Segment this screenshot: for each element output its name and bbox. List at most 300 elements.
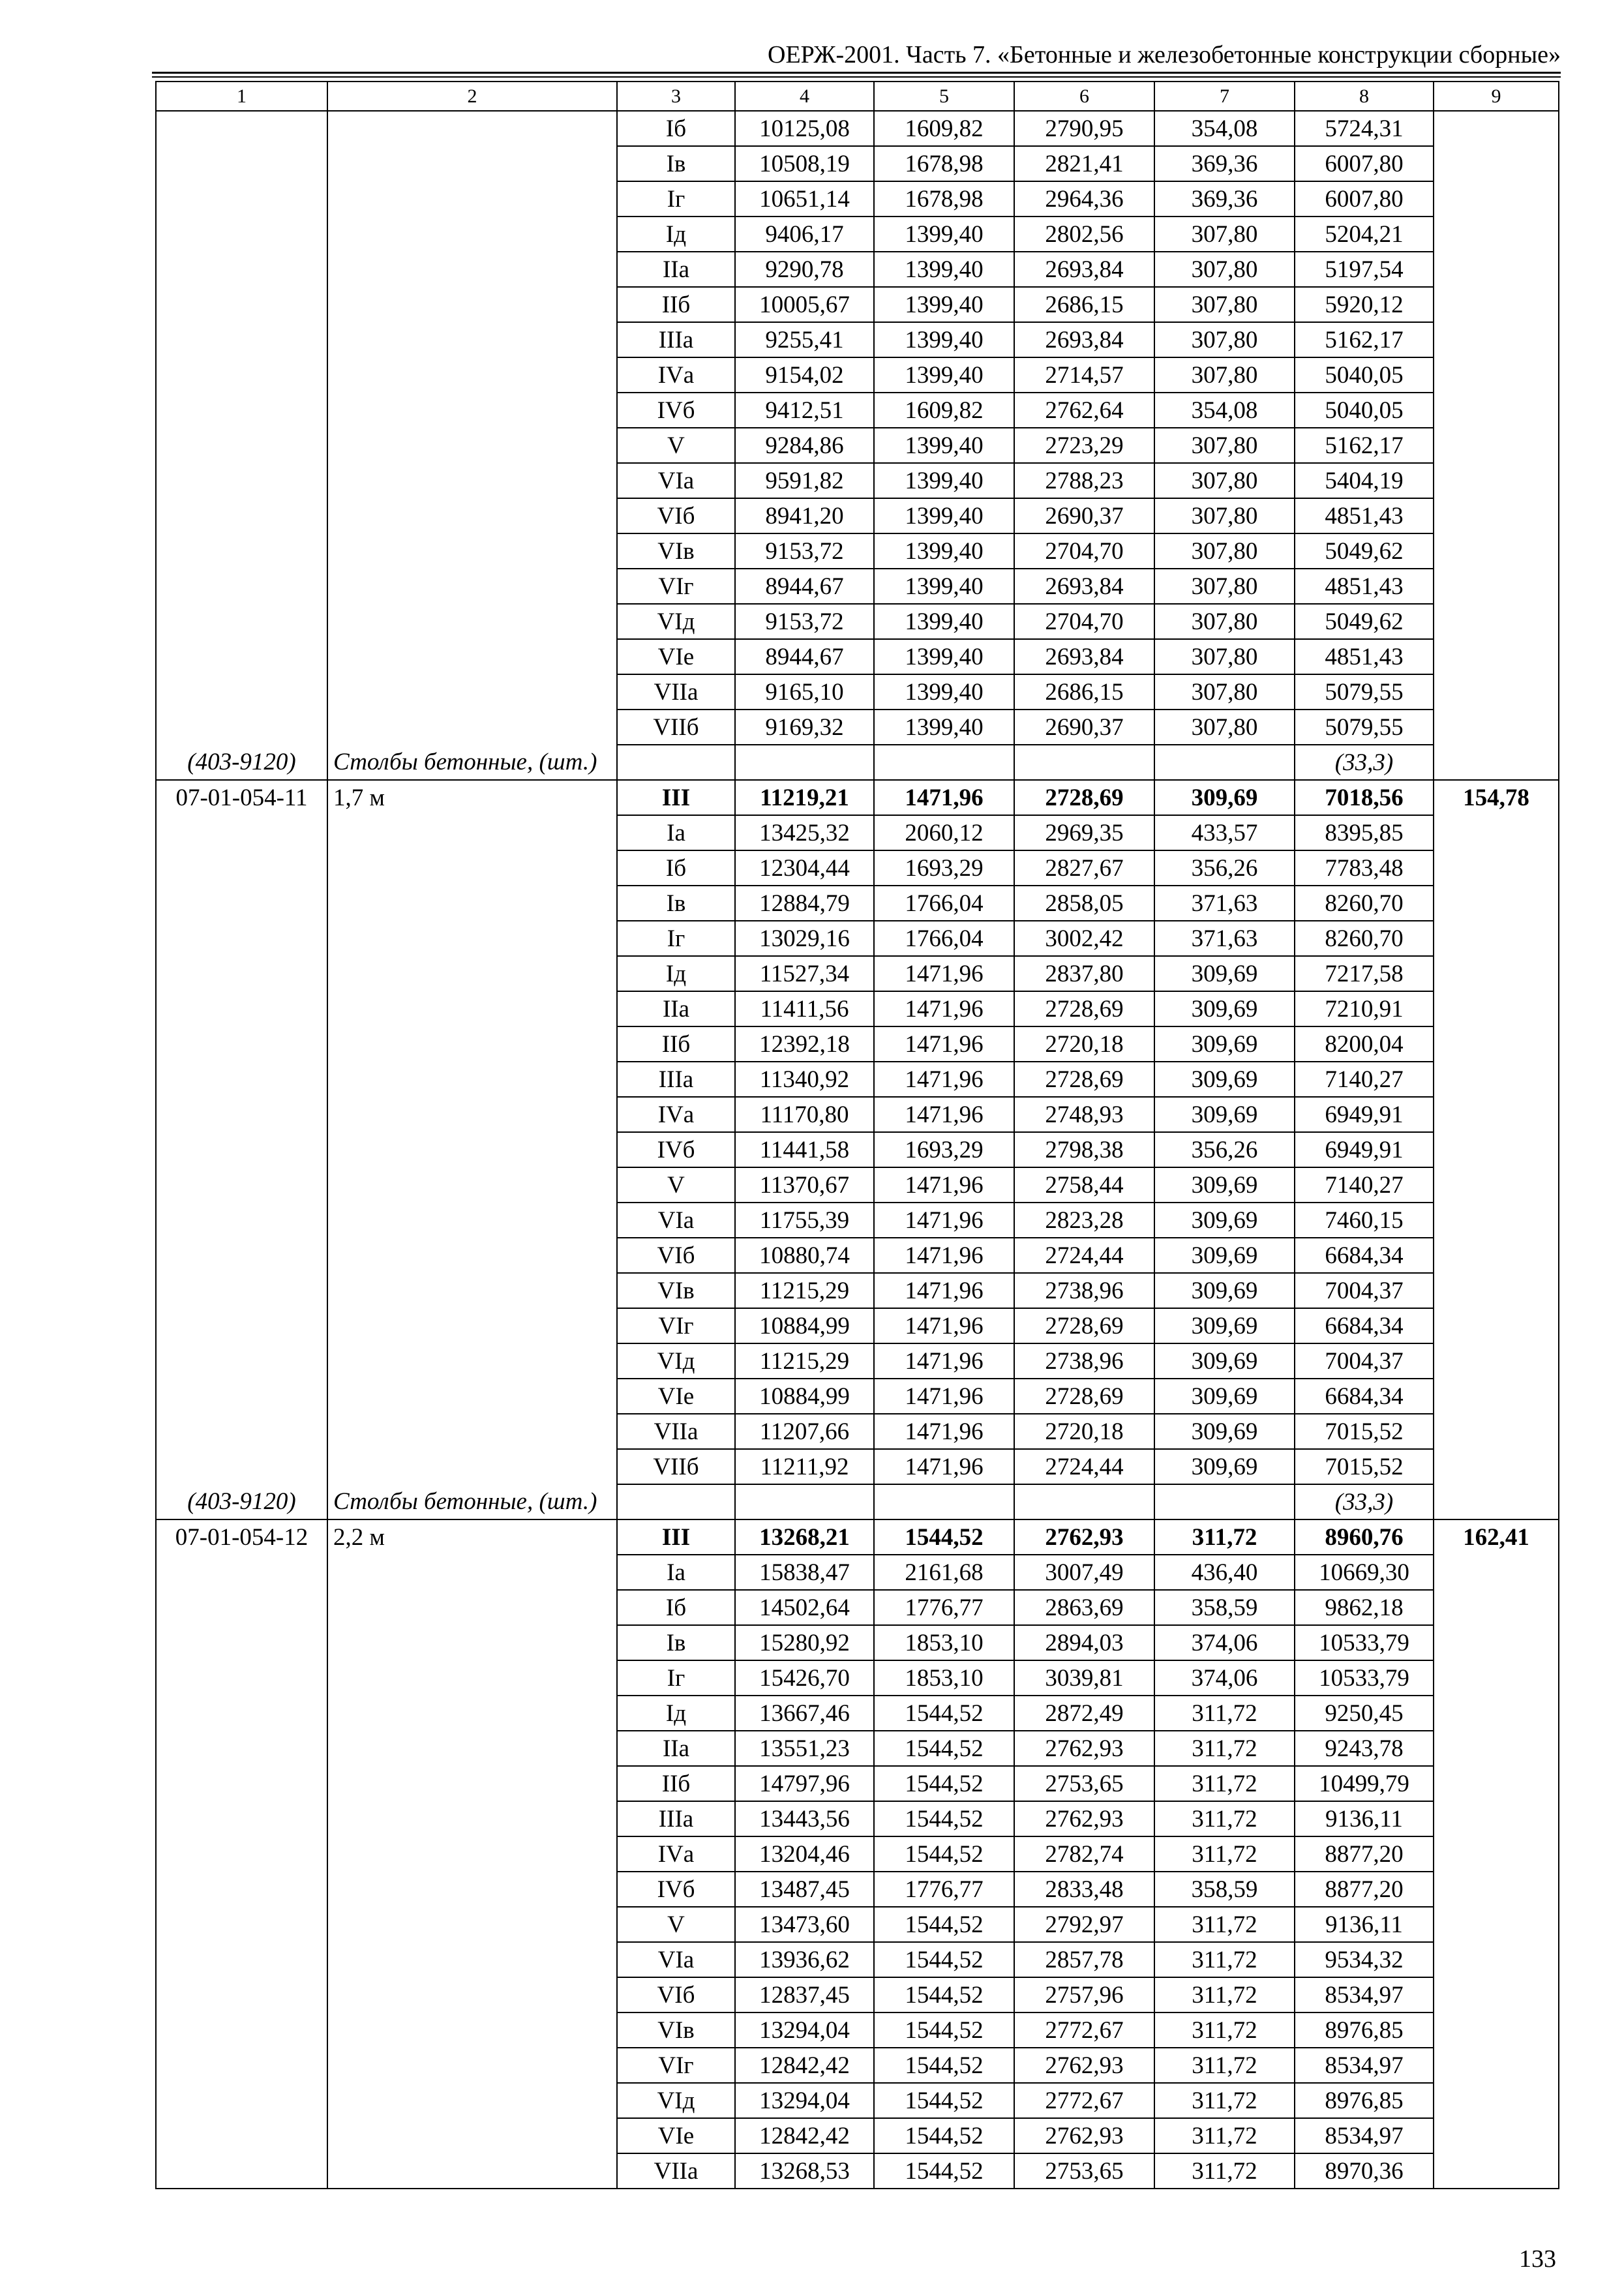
value-cell: 2762,93 [1014,1801,1154,1836]
table-row [156,2048,1559,2083]
value-cell: 6684,34 [1295,1308,1434,1343]
col9-cell [1434,639,1559,674]
value-cell: 309,69 [1154,1097,1295,1132]
code-cell [156,1836,327,1872]
empty-cell [874,1484,1014,1519]
value-cell: 307,80 [1154,217,1295,252]
name-cell [327,2048,617,2083]
value-cell: 2858,05 [1014,886,1154,921]
code-cell [156,1062,327,1097]
value-cell: 7015,52 [1295,1449,1434,1484]
column-header: 2 [327,82,617,111]
value-cell: 374,06 [1154,1625,1295,1660]
zone-cell: IIа [617,991,735,1026]
code-cell [156,498,327,533]
code-cell [156,1379,327,1414]
value-cell: 2060,12 [874,815,1014,850]
zone-cell: VIIа [617,674,735,710]
value-cell: 2728,69 [1014,1308,1154,1343]
value-cell: 2720,18 [1014,1414,1154,1449]
value-cell: 371,63 [1154,921,1295,956]
value-cell: 2690,37 [1014,710,1154,745]
column-header: 3 [617,82,735,111]
table-row [156,1062,1559,1097]
value-cell: 2758,44 [1014,1167,1154,1203]
value-cell: 2728,69 [1014,1379,1154,1414]
value-cell: 1471,96 [874,1308,1014,1343]
value-cell: 1544,52 [874,1766,1014,1801]
value-cell: 2753,65 [1014,1766,1154,1801]
zone-cell: IIIа [617,322,735,357]
value-cell: 12392,18 [735,1026,874,1062]
value-cell: 2720,18 [1014,1026,1154,1062]
col9-cell [1434,111,1559,146]
table-row [156,604,1559,639]
value-cell: 309,69 [1154,1308,1295,1343]
value-cell: 1678,98 [874,146,1014,181]
value-cell: 1399,40 [874,604,1014,639]
value-cell: 309,69 [1154,1379,1295,1414]
code-cell [156,1555,327,1590]
note-value-cell: (33,3) [1295,1484,1434,1519]
value-cell: 12842,42 [735,2118,874,2153]
table-row [156,1449,1559,1484]
zone-cell: VIг [617,569,735,604]
value-cell: 10651,14 [735,181,874,217]
table-row [156,2153,1559,2189]
zone-cell: VIIб [617,1449,735,1484]
name-cell [327,2118,617,2153]
value-cell: 1544,52 [874,2083,1014,2118]
name-cell [327,1801,617,1836]
col9-cell [1434,1660,1559,1696]
note-name-cell: Столбы бетонные, (шт.) [327,1484,617,1519]
value-cell: 1399,40 [874,428,1014,463]
value-cell: 356,26 [1154,850,1295,886]
col9-cell [1434,2083,1559,2118]
code-cell [156,2118,327,2153]
value-cell: 2693,84 [1014,252,1154,287]
value-cell: 309,69 [1154,1414,1295,1449]
zone-cell: IIб [617,1766,735,1801]
zone-cell: VIд [617,604,735,639]
note-name-cell: Столбы бетонные, (шт.) [327,745,617,780]
name-cell [327,1731,617,1766]
name-cell [327,1414,617,1449]
value-cell: 311,72 [1154,2012,1295,2048]
code-cell [156,921,327,956]
value-cell: 11207,66 [735,1414,874,1449]
table-row [156,111,1559,146]
value-cell: 354,08 [1154,393,1295,428]
value-cell: 433,57 [1154,815,1295,850]
column-header: 4 [735,82,874,111]
value-cell: 7004,37 [1295,1343,1434,1379]
name-cell [327,111,617,146]
col9-cell [1434,1555,1559,1590]
name-cell [327,674,617,710]
value-cell: 9534,32 [1295,1942,1434,1977]
value-cell: 2748,93 [1014,1097,1154,1132]
value-cell: 307,80 [1154,533,1295,569]
value-cell: 1399,40 [874,710,1014,745]
name-cell [327,604,617,639]
code-cell [156,1977,327,2012]
value-cell: 311,72 [1154,1696,1295,1731]
name-cell [327,1273,617,1308]
value-cell: 13473,60 [735,1907,874,1942]
value-cell: 7004,37 [1295,1273,1434,1308]
name-cell [327,1696,617,1731]
name-cell [327,287,617,322]
value-cell: 309,69 [1154,780,1295,815]
value-cell: 2863,69 [1014,1590,1154,1625]
value-cell: 1471,96 [874,956,1014,991]
value-cell: 1544,52 [874,1696,1014,1731]
col9-cell [1434,428,1559,463]
zone-cell: Iв [617,1625,735,1660]
col9-cell [1434,1273,1559,1308]
col9-cell [1434,322,1559,357]
value-cell: 1544,52 [874,1977,1014,2012]
column-header: 6 [1014,82,1154,111]
note-code-cell: (403-9120) [156,745,327,780]
value-cell: 13425,32 [735,815,874,850]
zone-cell: Iв [617,886,735,921]
col9-cell [1434,146,1559,181]
table-row [156,991,1559,1026]
zone-cell: V [617,1907,735,1942]
zone-cell: Iб [617,850,735,886]
value-cell: 311,72 [1154,2118,1295,2153]
zone-cell: Iб [617,1590,735,1625]
table-row [156,674,1559,710]
value-cell: 4851,43 [1295,639,1434,674]
name-cell: 1,7 м [327,780,617,815]
value-cell: 311,72 [1154,1977,1295,2012]
empty-cell [874,745,1014,780]
name-cell [327,1872,617,1907]
col9-cell [1434,1062,1559,1097]
empty-cell [735,1484,874,1519]
value-cell: 307,80 [1154,674,1295,710]
value-cell: 13936,62 [735,1942,874,1977]
value-cell: 1853,10 [874,1625,1014,1660]
col9-cell [1434,710,1559,745]
name-cell [327,217,617,252]
value-cell: 13551,23 [735,1731,874,1766]
table-row [156,181,1559,217]
value-cell: 2757,96 [1014,1977,1154,2012]
table-body [156,111,1559,2189]
col9-cell [1434,2048,1559,2083]
table-row [156,569,1559,604]
value-cell: 10499,79 [1295,1766,1434,1801]
value-cell: 2728,69 [1014,1062,1154,1097]
price-table [155,81,1559,2189]
name-cell [327,2083,617,2118]
value-cell: 307,80 [1154,428,1295,463]
value-cell: 311,72 [1154,1836,1295,1872]
col9-cell [1434,217,1559,252]
value-cell: 7015,52 [1295,1414,1434,1449]
value-cell: 2782,74 [1014,1836,1154,1872]
value-cell: 2161,68 [874,1555,1014,1590]
value-cell: 3007,49 [1014,1555,1154,1590]
value-cell: 311,72 [1154,1801,1295,1836]
col9-cell [1434,886,1559,921]
zone-cell: IVб [617,1872,735,1907]
note-row [156,745,1559,780]
value-cell: 2821,41 [1014,146,1154,181]
code-cell [156,569,327,604]
value-cell: 7018,56 [1295,780,1434,815]
name-cell [327,1977,617,2012]
col9-cell [1434,1167,1559,1203]
name-cell [327,1308,617,1343]
value-cell: 2693,84 [1014,569,1154,604]
value-cell: 309,69 [1154,1062,1295,1097]
value-cell: 1399,40 [874,639,1014,674]
zone-cell: Iд [617,956,735,991]
col9-cell [1434,1414,1559,1449]
col9-cell: 162,41 [1434,1519,1559,1555]
value-cell: 1471,96 [874,1026,1014,1062]
value-cell: 1544,52 [874,1801,1014,1836]
zone-cell: IIа [617,252,735,287]
value-cell: 11340,92 [735,1062,874,1097]
value-cell: 1544,52 [874,2012,1014,2048]
value-cell: 311,72 [1154,2153,1295,2189]
col9-cell [1434,463,1559,498]
value-cell: 311,72 [1154,1766,1295,1801]
name-cell: 2,2 м [327,1519,617,1555]
table-row [156,1555,1559,1590]
code-cell [156,850,327,886]
code-cell [156,1308,327,1343]
value-cell: 1471,96 [874,1203,1014,1238]
value-cell: 8534,97 [1295,2118,1434,2153]
value-cell: 2686,15 [1014,287,1154,322]
empty-cell [617,1484,735,1519]
value-cell: 9250,45 [1295,1696,1434,1731]
col9-cell [1434,1625,1559,1660]
code-cell [156,1801,327,1836]
value-cell: 5162,17 [1295,428,1434,463]
name-cell [327,1238,617,1273]
note-code-cell: (403-9120) [156,1484,327,1519]
value-cell: 2693,84 [1014,639,1154,674]
value-cell: 1544,52 [874,1836,1014,1872]
value-cell: 9243,78 [1295,1731,1434,1766]
value-cell: 2693,84 [1014,322,1154,357]
note-row [156,1484,1559,1519]
value-cell: 14797,96 [735,1766,874,1801]
value-cell: 4851,43 [1295,498,1434,533]
col9-cell [1434,850,1559,886]
zone-cell: IIб [617,1026,735,1062]
col9-cell [1434,1308,1559,1343]
value-cell: 5197,54 [1295,252,1434,287]
value-cell: 5079,55 [1295,710,1434,745]
value-cell: 5162,17 [1295,322,1434,357]
empty-cell [1434,1484,1559,1519]
base-row [156,780,1559,815]
value-cell: 1471,96 [874,1449,1014,1484]
value-cell: 2714,57 [1014,357,1154,393]
code-cell [156,886,327,921]
code-cell [156,2048,327,2083]
code-cell [156,1942,327,1977]
value-cell: 1471,96 [874,780,1014,815]
table-row [156,463,1559,498]
value-cell: 2798,38 [1014,1132,1154,1167]
value-cell: 8260,70 [1295,921,1434,956]
code-cell: 07-01-054-12 [156,1519,327,1555]
col9-cell [1434,1801,1559,1836]
value-cell: 311,72 [1154,1907,1295,1942]
value-cell: 10884,99 [735,1308,874,1343]
value-cell: 6684,34 [1295,1379,1434,1414]
zone-cell: Iд [617,1696,735,1731]
value-cell: 9862,18 [1295,1590,1434,1625]
code-cell [156,1026,327,1062]
table-row [156,1097,1559,1132]
value-cell: 9412,51 [735,393,874,428]
value-cell: 8877,20 [1295,1836,1434,1872]
zone-cell: VIа [617,1203,735,1238]
value-cell: 309,69 [1154,1026,1295,1062]
code-cell [156,604,327,639]
value-cell: 2792,97 [1014,1907,1154,1942]
value-cell: 2823,28 [1014,1203,1154,1238]
zone-cell: IIIа [617,1801,735,1836]
value-cell: 9136,11 [1295,1907,1434,1942]
value-cell: 8260,70 [1295,886,1434,921]
col9-cell [1434,2153,1559,2189]
column-header: 7 [1154,82,1295,111]
col9-cell [1434,815,1559,850]
value-cell: 2894,03 [1014,1625,1154,1660]
value-cell: 2728,69 [1014,991,1154,1026]
code-cell [156,1167,327,1203]
value-cell: 2753,65 [1014,2153,1154,2189]
value-cell: 1544,52 [874,1942,1014,1977]
value-cell: 2827,67 [1014,850,1154,886]
value-cell: 9169,32 [735,710,874,745]
value-cell: 2762,93 [1014,1731,1154,1766]
zone-cell: VIв [617,2012,735,2048]
table-row [156,1026,1559,1062]
value-cell: 2704,70 [1014,533,1154,569]
code-cell [156,357,327,393]
value-cell: 9591,82 [735,463,874,498]
code-cell [156,146,327,181]
value-cell: 8976,85 [1295,2012,1434,2048]
name-cell [327,921,617,956]
value-cell: 311,72 [1154,1942,1295,1977]
empty-cell [1014,745,1154,780]
code-cell [156,287,327,322]
value-cell: 2762,93 [1014,2118,1154,2153]
code-cell [156,1907,327,1942]
zone-cell: III [617,780,735,815]
value-cell: 2802,56 [1014,217,1154,252]
table-row [156,533,1559,569]
value-cell: 11219,21 [735,780,874,815]
empty-cell [1154,1484,1295,1519]
name-cell [327,1062,617,1097]
zone-cell: Iа [617,1555,735,1590]
code-cell [156,181,327,217]
empty-cell [1014,1484,1154,1519]
zone-cell: Iд [617,217,735,252]
table-row [156,252,1559,287]
zone-cell: VIе [617,2118,735,2153]
name-cell [327,569,617,604]
value-cell: 2772,67 [1014,2083,1154,2118]
value-cell: 7783,48 [1295,850,1434,886]
value-cell: 9165,10 [735,674,874,710]
value-cell: 309,69 [1154,956,1295,991]
col9-cell [1434,1379,1559,1414]
value-cell: 15426,70 [735,1660,874,1696]
value-cell: 2738,96 [1014,1273,1154,1308]
name-cell [327,2153,617,2189]
value-cell: 1776,77 [874,1590,1014,1625]
code-cell [156,1660,327,1696]
code-cell [156,1273,327,1308]
value-cell: 354,08 [1154,111,1295,146]
code-cell [156,1449,327,1484]
table-row [156,428,1559,463]
name-cell [327,1942,617,1977]
value-cell: 10533,79 [1295,1660,1434,1696]
table-row [156,1872,1559,1907]
value-cell: 10884,99 [735,1379,874,1414]
zone-cell: Iг [617,921,735,956]
code-cell [156,991,327,1026]
value-cell: 13294,04 [735,2083,874,2118]
col9-cell [1434,1977,1559,2012]
value-cell: 1544,52 [874,2118,1014,2153]
col9-cell [1434,1132,1559,1167]
table-row [156,1132,1559,1167]
value-cell: 2788,23 [1014,463,1154,498]
name-cell [327,1097,617,1132]
table-row [156,1660,1559,1696]
col9-cell [1434,181,1559,217]
zone-cell: IVа [617,1097,735,1132]
value-cell: 371,63 [1154,886,1295,921]
value-cell: 8877,20 [1295,1872,1434,1907]
name-cell [327,991,617,1026]
value-cell: 307,80 [1154,252,1295,287]
value-cell: 1471,96 [874,1343,1014,1379]
value-cell: 6007,80 [1295,146,1434,181]
value-cell: 9136,11 [1295,1801,1434,1836]
table-row [156,322,1559,357]
table-row [156,921,1559,956]
code-cell [156,1625,327,1660]
col9-cell [1434,1696,1559,1731]
value-cell: 9154,02 [735,357,874,393]
header-double-rule [152,72,1561,78]
name-cell [327,1836,617,1872]
zone-cell: VIб [617,1238,735,1273]
zone-cell: III [617,1519,735,1555]
value-cell: 11411,56 [735,991,874,1026]
